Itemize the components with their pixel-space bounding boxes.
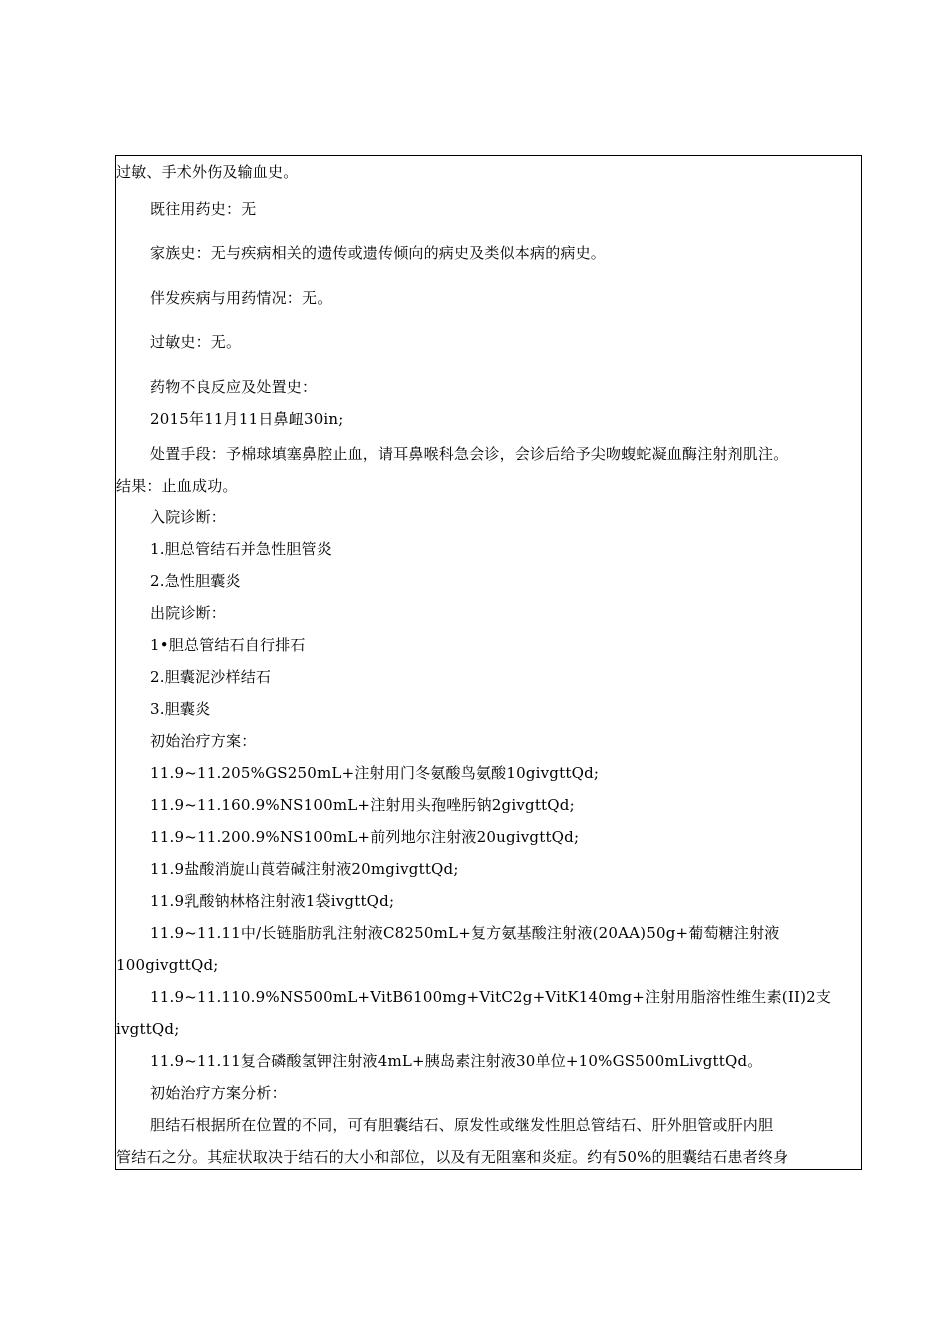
paragraph-line: 胆结石根据所在位置的不同，可有胆囊结石、原发性或继发性胆总管结石、肝外胆管或肝内胆 xyxy=(150,1116,774,1134)
section-heading: 初始治疗方案： xyxy=(150,732,257,750)
section-heading: 出院诊断： xyxy=(150,604,227,622)
text-line: 处置手段：予棉球填塞鼻腔止血，请耳鼻喉科急会诊，会诊后给予尖吻蝮蛇凝血酶注射剂肌注。 xyxy=(150,445,789,463)
treatment-item: 11.9~11.11复合磷酸氢钾注射液4mL+胰岛素注射液30单位+10%GS500mLivgttQd。 xyxy=(150,1052,763,1070)
list-item: 1•胆总管结石自行排石 xyxy=(150,636,306,654)
record-frame xyxy=(115,155,862,1170)
treatment-item: 11.9~11.200.9%NS100mL+前列地尔注射液20ugivgttQd; xyxy=(150,828,580,846)
text-line: 既往用药史：无 xyxy=(150,200,257,218)
treatment-item-cont: 100givgttQd; xyxy=(116,956,219,974)
treatment-item: 11.9盐酸消旋山莨菪碱注射液20mgivgttQd; xyxy=(150,860,459,878)
section-heading: 初始治疗方案分析： xyxy=(150,1084,287,1102)
text-line: 2015年11月11日鼻衄30in; xyxy=(150,410,344,428)
treatment-item: 11.9~11.205%GS250mL+注射用门冬氨酸鸟氨酸10givgttQd; xyxy=(150,764,600,782)
treatment-item: 11.9~11.160.9%NS100mL+注射用头孢唑肟钠2givgttQd; xyxy=(150,796,575,814)
treatment-item-cont: ivgttQd; xyxy=(116,1020,180,1038)
text-line: 结果：止血成功。 xyxy=(116,477,238,495)
list-item: 2.急性胆囊炎 xyxy=(150,572,241,590)
text-line: 过敏史：无。 xyxy=(150,333,242,351)
paragraph-line: 管结石之分。其症状取决于结石的大小和部位，以及有无阻塞和炎症。约有50%的胆囊结石患者终身 xyxy=(116,1148,789,1166)
treatment-item: 11.9乳酸钠林格注射液1袋ivgttQd; xyxy=(150,892,395,910)
text-line: 伴发疾病与用药情况：无。 xyxy=(150,289,333,307)
treatment-item: 11.9~11.110.9%NS500mL+VitB6100mg+VitC2g+VitK140mg+注射用脂溶性维生素(II)2支 xyxy=(150,988,832,1006)
list-item: 1.胆总管结石并急性胆管炎 xyxy=(150,540,332,558)
treatment-item: 11.9~11.11中/长链脂肪乳注射液C8250mL+复方氨基酸注射液(20AA)50g+葡萄糖注射液 xyxy=(150,924,780,942)
list-item: 2.胆囊泥沙样结石 xyxy=(150,668,272,686)
section-heading: 入院诊断： xyxy=(150,508,227,526)
list-item: 3.胆囊炎 xyxy=(150,700,211,718)
text-line: 过敏、手术外伤及输血史。 xyxy=(116,163,299,181)
text-line: 药物不良反应及处置史： xyxy=(150,378,318,396)
text-line: 家族史：无与疾病相关的遗传或遗传倾向的病史及类似本病的病史。 xyxy=(150,244,607,262)
